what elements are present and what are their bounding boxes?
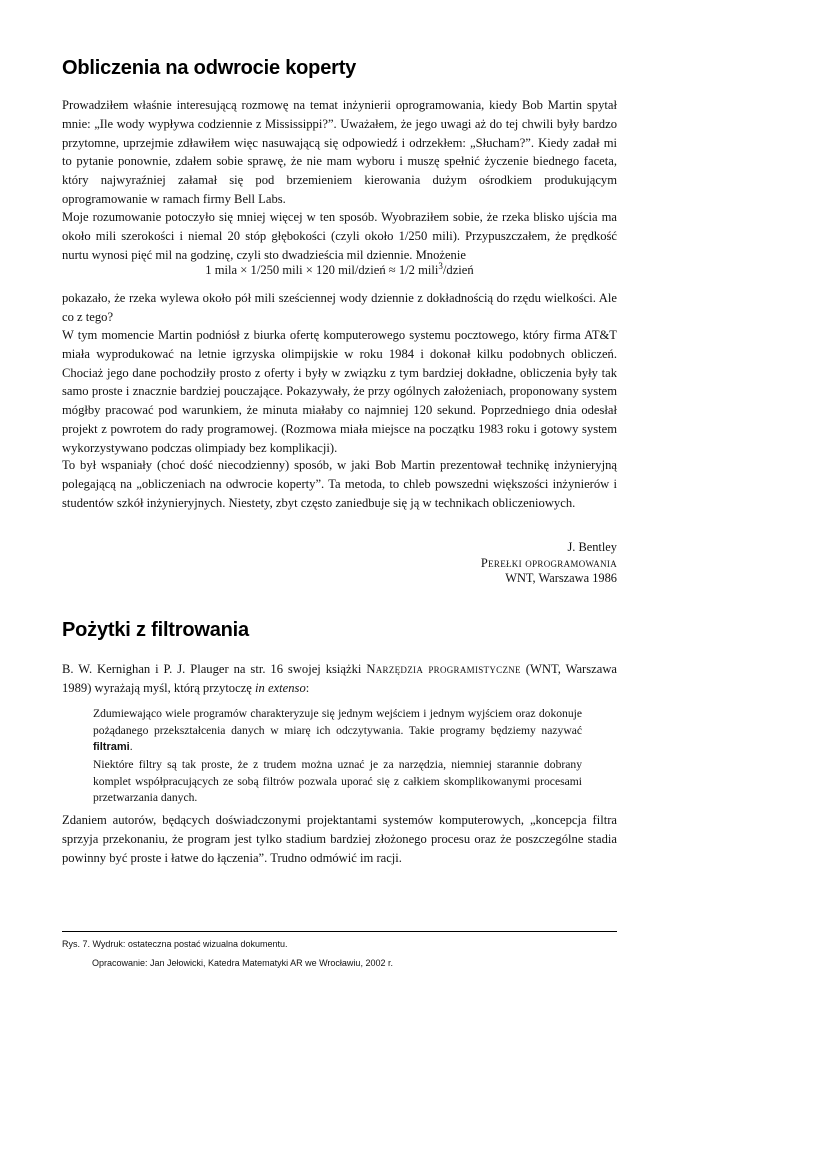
intro-after: (WNT, Warszawa 1989) wyrażają myśl, którą przytoczę	[62, 662, 618, 695]
section-title-filters: Pożytki z filtrowania	[62, 619, 249, 641]
quote1-bold: filtrami	[93, 741, 130, 754]
intro-book: Narzędzia programistyczne	[366, 662, 521, 676]
intro-end: :	[305, 680, 310, 695]
signature-book: Perełki oprogramowania	[480, 555, 617, 570]
figure-caption: Rys. 7. Wydruk: ostateczna postać wizualna dokumentu.	[62, 939, 288, 949]
paragraph-3: pokazało, że rzeka wylewa około pół mili sześciennej wody dziennie z dokładnością do rzędu wielkości. Ale co z tego?	[62, 291, 617, 324]
paragraph-2: Moje rozumowanie potoczyło się mniej więcej w ten sposób. Wyobraziłem sobie, że rzeka blisko ujścia ma około mili szerokości i niemal 20 stóp głębokości (czyli około 1/250 mili). Przypuszczałem, że prędkość nurtu wynosi pięć mil na godzinę, czyli sto dwadzieścia mil dziennie. Mnożenie	[62, 210, 617, 262]
formula-main: 1 mila × 1/250 mili × 120 mil/dzień ≈ 1/2 mili	[205, 263, 439, 277]
intro-italic: in extenso	[255, 680, 306, 695]
signature-publisher: WNT, Warszawa 1986	[505, 571, 617, 585]
formula-tail: /dzień	[442, 263, 474, 277]
section-title-envelope: Obliczenia na odwrocie koperty	[62, 57, 357, 79]
intro-paragraph	[62, 660, 617, 698]
paragraph-1: Prowadziłem właśnie interesującą rozmowę na temat inżynierii oprogramowania, kiedy Bob Martin spytał mnie: „Ile wody wypływa codziennie z Mississippi?”. Uważałem, że jego uwagi aż do tej chwili były bardzo przytomne, uprzejmie zdławiłem więc nasuwającą się odpowiedź i odrzekłem: „Słucham?”. Kiedy zadał mi to pytanie ponownie, zdałem sobie sprawę, że nie mam wyboru i muszę spełnić życzenie biednego faceta, który najwyraźniej załamał się pod brzemieniem kierowania dużym ośrodkiem produkującym oprogramowanie w ramach firmy Bell Labs.	[62, 98, 617, 206]
quote1-text: Zdumiewająco wiele programów charakteryzuje się jednym wejściem i jednym wyjściem oraz dokonuje pożądanego przekształcenia danych w miarę ich odczytywania. Takie programy będziemy nazywać	[93, 707, 582, 737]
quote-paragraph-2: Niektóre filtry są tak proste, że z trudem można uznać je za narzędzia, niemniej starannie dobrany komplet współpracujących ze sobą filtrów pozwala uporać się z całkiem skomplikowanymi procesami przetwarzania danych.	[93, 758, 582, 805]
paragraph-5: To był wspaniały (choć dość niecodzienny) sposób, w jaki Bob Martin prezentował technikę inżynieryjną polegającą na „obliczeniach na odwrocie koperty”. Ta metoda, to chleb powszedni większości inżynierów i studentów szkół inżynieryjnych. Niestety, zbyt często zaniedbuje się ją w technikach obliczeniowych.	[62, 458, 617, 510]
paragraph-4: W tym momencie Martin podniósł z biurka ofertę komputerowego systemu pocztowego, który firma AT&T miała wyprodukować na letnie igrzyska olimpijskie w roku 1984 i dokonał kilku podobnych obliczeń. Chociaż jego dane pochodziły prosto z oferty i były w związku z tym bardziej dokładne, obliczenia były tak samo proste i znacznie bardziej pouczające. Pokazywały, że przy ogólnych założeniach, proponowany system mógłby pracować pod warunkiem, że minuta miałaby co najmniej 120 sekund. Poprzedniego dnia odesłał projekt z powrotem do rady programowej. (Rozmowa miała miejsce na początku 1983 roku i gotowy system wykorzystywano podczas olimpiady bez komplikacji).	[62, 328, 617, 455]
formula-exponent: 3	[438, 261, 443, 271]
formula	[62, 263, 617, 278]
signature-block	[481, 540, 617, 587]
quote1-end: .	[129, 740, 133, 754]
signature-author: J. Bentley	[567, 540, 617, 554]
footer-rule	[62, 931, 617, 932]
intro-before: B. W. Kernighan i P. J. Plauger na str. 16 swojej książki	[62, 662, 362, 676]
quote-paragraph-1	[93, 706, 582, 756]
figure-credit: Opracowanie: Jan Jełowicki, Katedra Matematyki AR we Wrocławiu, 2002 r.	[92, 958, 393, 968]
conclusion-paragraph: Zdaniem autorów, będących doświadczonymi projektantami systemów komputerowych, „koncepcja filtra sprzyja przekonaniu, że program jest tylko stadium bardziej złożonego procesu oraz że poszczególne stadia powinny być proste i łatwe do łączenia”. Trudno odmówić im racji.	[62, 813, 617, 865]
